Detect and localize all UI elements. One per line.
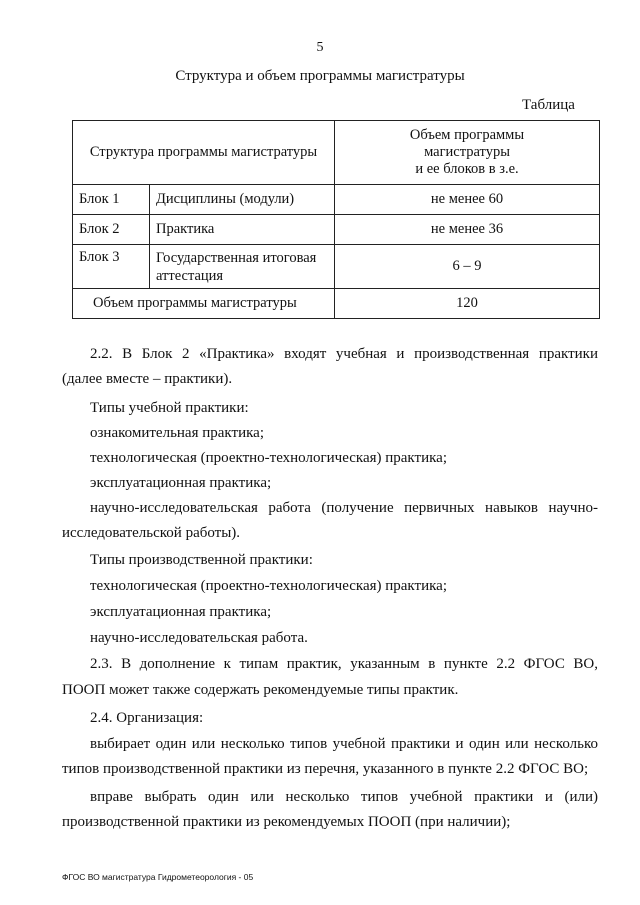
value-cell: 6 – 9 <box>335 245 600 289</box>
structure-table <box>72 120 600 319</box>
table-label: Таблица <box>522 97 575 113</box>
para-2-4a-line1: выбирает один или несколько типов учебной практики и один или несколько <box>90 736 598 752</box>
value-cell: не менее 36 <box>335 215 600 245</box>
edu-type-item-cont: исследовательской работы). <box>62 525 241 541</box>
table-row <box>73 185 600 215</box>
name-cell: Государственная итоговая аттестация <box>150 245 335 289</box>
block-cell: Блок 1 <box>73 185 150 215</box>
para-2-4b-line1: вправе выбрать один или несколько типов учебной практики и (или) <box>90 789 598 805</box>
edu-types-heading: Типы учебной практики: <box>90 400 249 416</box>
block-cell: Блок 3 <box>73 245 150 289</box>
table-title: Структура и объем программы магистратуры <box>175 68 465 84</box>
value-cell: не менее 60 <box>335 185 600 215</box>
prod-type-item: технологическая (проектно-технологическая) практика; <box>90 578 447 594</box>
edu-type-item: эксплуатационная практика; <box>90 475 272 491</box>
header-volume-line1: Объем программы <box>409 127 525 143</box>
page-number: 5 <box>316 40 324 55</box>
edu-type-item: научно-исследовательская работа (получение первичных навыков научно- <box>90 500 598 516</box>
table-row <box>73 245 600 289</box>
para-2-3-line2: ПООП может также содержать рекомендуемые типы практик. <box>62 682 459 698</box>
para-2-4a-line2: типов производственной практики из перечня, указанного в пункте 2.2 ФГОС ВО; <box>62 761 589 777</box>
prod-type-item: научно-исследовательская работа. <box>90 630 308 646</box>
edu-type-item: ознакомительная практика; <box>90 425 264 441</box>
header-volume-line3: и ее блоков в з.е. <box>415 161 519 177</box>
header-volume <box>335 121 600 185</box>
table-total-row <box>73 289 600 319</box>
footer: ФГОС ВО магистратура Гидрометеорология - 05 <box>62 872 254 882</box>
total-label: Объем программы магистратуры <box>73 289 335 319</box>
name-cell: Практика <box>150 215 335 245</box>
block-cell: Блок 2 <box>73 215 150 245</box>
name-cell: Дисциплины (модули) <box>150 185 335 215</box>
prod-type-item: эксплуатационная практика; <box>90 604 272 620</box>
header-structure: Структура программы магистратуры <box>73 121 335 185</box>
para-2-4: 2.4. Организация: <box>90 710 204 726</box>
table-row <box>73 215 600 245</box>
header-volume-line2: магистратуры <box>424 144 510 160</box>
total-value: 120 <box>335 289 600 319</box>
prod-types-heading: Типы производственной практики: <box>90 552 313 568</box>
para-2-2-line1: 2.2. В Блок 2 «Практика» входят учебная и производственная практики <box>90 346 598 362</box>
para-2-4b-line2: производственной практики из рекомендуемых ПООП (при наличии); <box>62 814 511 830</box>
para-2-2-line2: (далее вместе – практики). <box>62 371 233 387</box>
para-2-3-line1: 2.3. В дополнение к типам практик, указанным в пункте 2.2 ФГОС ВО, <box>90 656 598 672</box>
table-header-row <box>73 121 600 185</box>
edu-type-item: технологическая (проектно-технологическая) практика; <box>90 450 447 466</box>
